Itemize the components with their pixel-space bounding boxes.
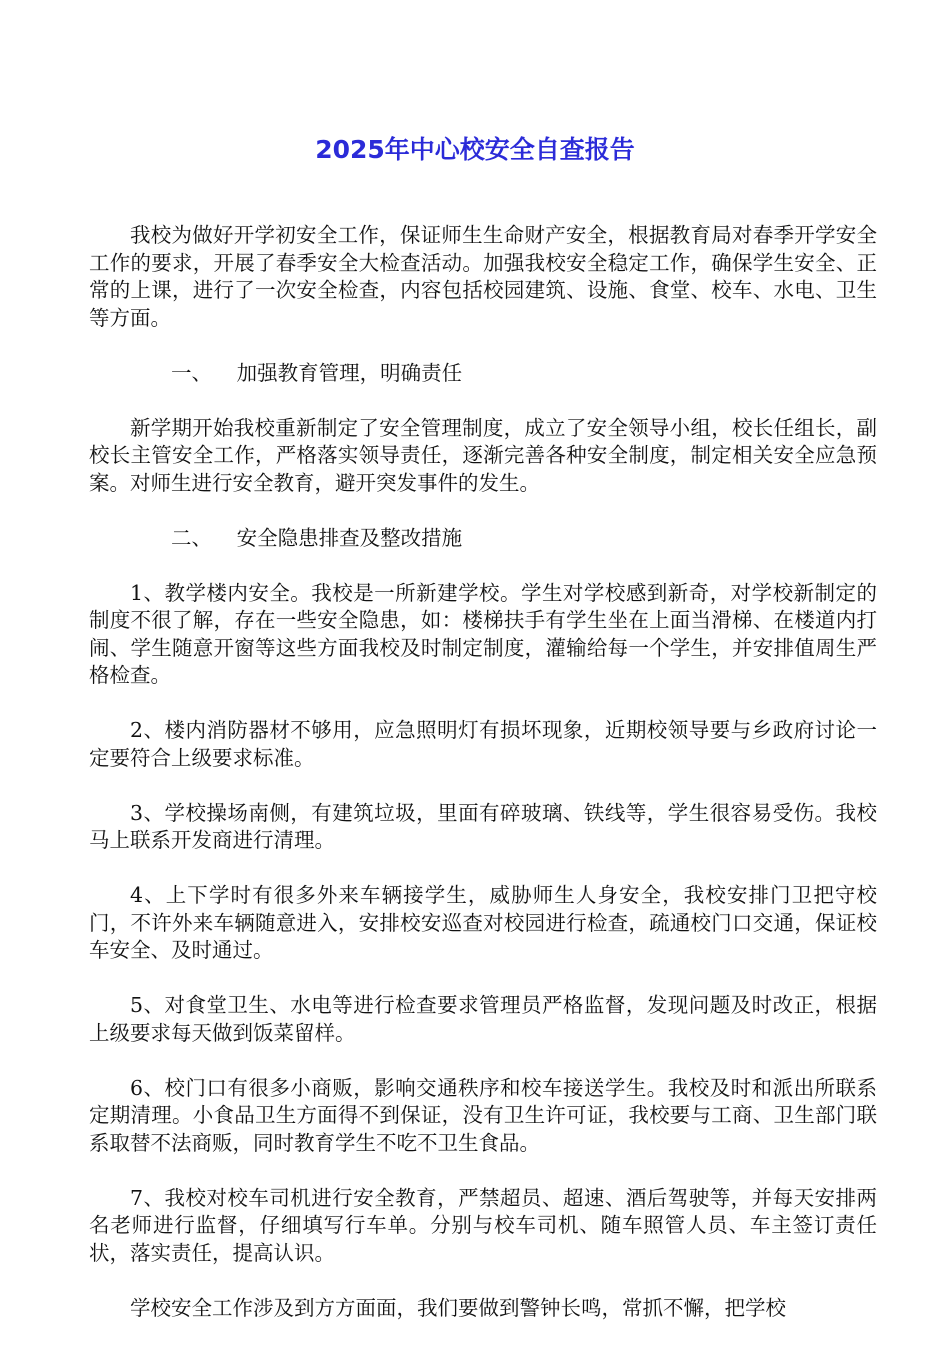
section-1-number: 一、: [171, 360, 212, 385]
closing-paragraph: 学校安全工作涉及到方方面面，我们要做到警钟长鸣，常抓不懈，把学校: [130, 1295, 786, 1320]
section-1-heading: [89, 360, 877, 388]
section-2-item-3: 3、学校操场南侧，有建筑垃圾，里面有碎玻璃、铁线等，学生很容易受伤。我校马上联系开发商进行清理。: [89, 800, 877, 852]
section-2-item-5: 5、对食堂卫生、水电等进行检查要求管理员严格监督，发现问题及时改正，根据上级要求每天做到饭菜留样。: [89, 993, 877, 1045]
section-2-item-1: 1、教学楼内安全。我校是一所新建学校。学生对学校感到新奇，对学校新制定的制度不很了解，存在一些安全隐患，如：楼梯扶手有学生坐在上面当滑梯、在楼道内打闹、学生随意开窗等这些方面我校及时制定制度，灌输给每一个学生，并安排值周生严格检查。: [89, 580, 877, 687]
document-title: 2025年中心校安全自查报告: [315, 135, 635, 164]
section-1-paragraph: 新学期开始我校重新制定了安全管理制度，成立了安全领导小组，校长任组长，副校长主管安全工作，严格落实领导责任，逐渐完善各种安全制度，制定相关安全应急预案。对师生进行安全教育，避开突发事件的发生。: [89, 415, 877, 495]
intro-paragraph: 我校为做好开学初安全工作，保证师生生命财产安全，根据教育局对春季开学安全工作的要求，开展了春季安全大检查活动。加强我校安全稳定工作，确保学生安全、正常的上课，进行了一次安全检查，内容包括校园建筑、设施、食堂、校车、水电、卫生等方面。: [89, 223, 877, 330]
section-1-title: 加强教育管理，明确责任: [236, 360, 463, 385]
section-2-item-2: 2、楼内消防器材不够用，应急照明灯有损坏现象，近期校领导要与乡政府讨论一定要符合上级要求标准。: [89, 718, 877, 770]
section-2-title: 安全隐患排查及整改措施: [236, 525, 463, 550]
section-2-number: 二、: [171, 525, 212, 550]
document-body: [89, 222, 877, 1350]
section-2-heading: [89, 525, 877, 553]
section-2-item-4: 4、上下学时有很多外来车辆接学生，威胁师生人身安全，我校安排门卫把守校门，不许外来车辆随意进入，安排校安巡查对校园进行检查，疏通校门口交通，保证校车安全、及时通过。: [89, 883, 877, 962]
section-2-item-7: 7、我校对校车司机进行安全教育，严禁超员、超速、酒后驾驶等，并每天安排两名老师进行监督，仔细填写行车单。分别与校车司机、随车照管人员、车主签订责任状，落实责任，提高认识。: [89, 1185, 877, 1265]
section-2-item-6: 6、校门口有很多小商贩，影响交通秩序和校车接送学生。我校及时和派出所联系定期清理。小食品卫生方面得不到保证，没有卫生许可证，我校要与工商、卫生部门联系取替不法商贩，同时教育学生不吃不卫生食品。: [89, 1075, 877, 1155]
